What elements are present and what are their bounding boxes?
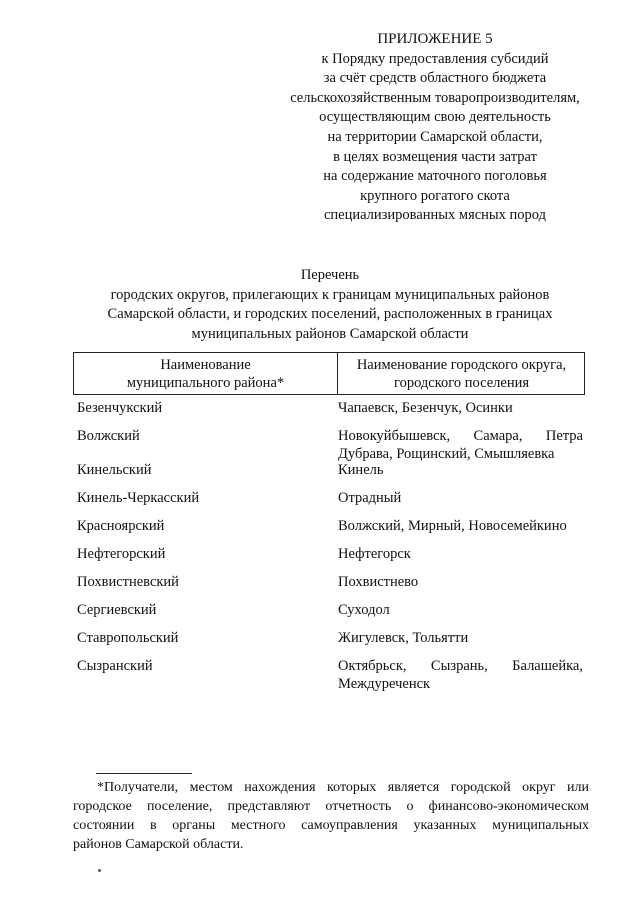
appendix-line: специализированных мясных пород xyxy=(323,207,547,224)
header-text: муниципального района* xyxy=(126,374,285,391)
list-heading xyxy=(60,266,600,344)
cities-cell xyxy=(338,545,583,563)
appendix-line: крупного рогатого скота xyxy=(360,187,510,204)
appendix-line: на территории Самарской области, xyxy=(327,128,543,145)
cities-cell xyxy=(338,517,583,535)
appendix-line: на содержание маточного поголовья xyxy=(323,168,547,185)
table-header xyxy=(73,352,585,395)
list-heading-line: городских округов, прилегающих к границам муниципальных районов xyxy=(110,286,550,303)
appendix-line: осуществляющим свою деятельность xyxy=(319,109,551,126)
scan-speck xyxy=(98,869,101,872)
cities-cell xyxy=(338,657,583,693)
cities-cell xyxy=(338,399,583,417)
district-name: Нефтегорский xyxy=(77,546,166,562)
appendix-line: к Порядку предоставления субсидий xyxy=(321,50,549,67)
list-heading-line: муниципальных районов Самарской области xyxy=(191,325,469,342)
appendix-line: в целях возмещения части затрат xyxy=(333,148,537,165)
district-name: Ставропольский xyxy=(77,630,179,646)
footnote-divider xyxy=(96,773,192,774)
footnote-line: *Получатели, местом нахождения которых является городской округ или xyxy=(97,780,589,795)
district-name: Безенчукский xyxy=(77,400,163,416)
cities-cell xyxy=(338,573,583,591)
cities-cell xyxy=(338,601,583,619)
cities-text: Нефтегорск xyxy=(338,546,411,562)
header-text: Наименование xyxy=(160,356,251,373)
cities-cell xyxy=(338,629,583,647)
footnote-line: районов Самарской области. xyxy=(73,837,244,852)
appendix-title: ПРИЛОЖЕНИЕ 5 xyxy=(377,31,493,47)
district-name: Сызранский xyxy=(77,658,153,674)
appendix-line: сельскохозяйственным товаропроизводителям, xyxy=(290,89,580,106)
cities-text: Междуреченск xyxy=(338,676,431,692)
footnote-line: городское поселение, представляют отчетность о финансово-экономическом xyxy=(73,799,589,814)
district-name: Похвистневский xyxy=(77,574,179,590)
cities-text: Кинель xyxy=(338,462,384,478)
cities-text: Суходол xyxy=(338,602,390,618)
cities-cell xyxy=(338,427,583,463)
cities-cell xyxy=(338,489,583,507)
cities-text: Отрадный xyxy=(338,490,402,506)
cities-text: Похвистнево xyxy=(338,574,419,590)
list-heading-line: Самарской области, и городских поселений, расположенных в границах xyxy=(107,306,553,322)
cities-text: Чапаевск, Безенчук, Осинки xyxy=(338,400,513,416)
cities-text: Новокуйбышевск, Самара, Петра xyxy=(338,428,583,444)
appendix-block xyxy=(270,30,600,226)
footnote-line: состоянии в органы местного самоуправления указанных муниципальных xyxy=(73,818,589,833)
cities-text: Жигулевск, Тольятти xyxy=(338,630,469,646)
list-title: Перечень xyxy=(300,267,360,283)
footnote xyxy=(73,778,589,854)
header-cell-cities xyxy=(338,353,585,394)
district-name: Волжский xyxy=(77,428,140,444)
header-text: городского поселения xyxy=(393,374,530,391)
district-name: Кинель-Черкасский xyxy=(77,490,200,506)
cities-text: Дубрава, Рощинский, Смышляевка xyxy=(338,446,555,462)
cities-text: Волжский, Мирный, Новосемейкино xyxy=(338,518,567,534)
cities-cell xyxy=(338,461,583,479)
district-name: Сергиевский xyxy=(77,602,157,618)
header-cell-district xyxy=(74,353,338,394)
district-name: Красноярский xyxy=(77,518,165,534)
district-name: Кинельский xyxy=(77,462,152,478)
header-text: Наименование городского округа, xyxy=(356,356,567,373)
appendix-line: за счёт средств областного бюджета xyxy=(323,70,547,87)
cities-text: Октябрьск, Сызрань, Балашейка, xyxy=(338,658,583,674)
